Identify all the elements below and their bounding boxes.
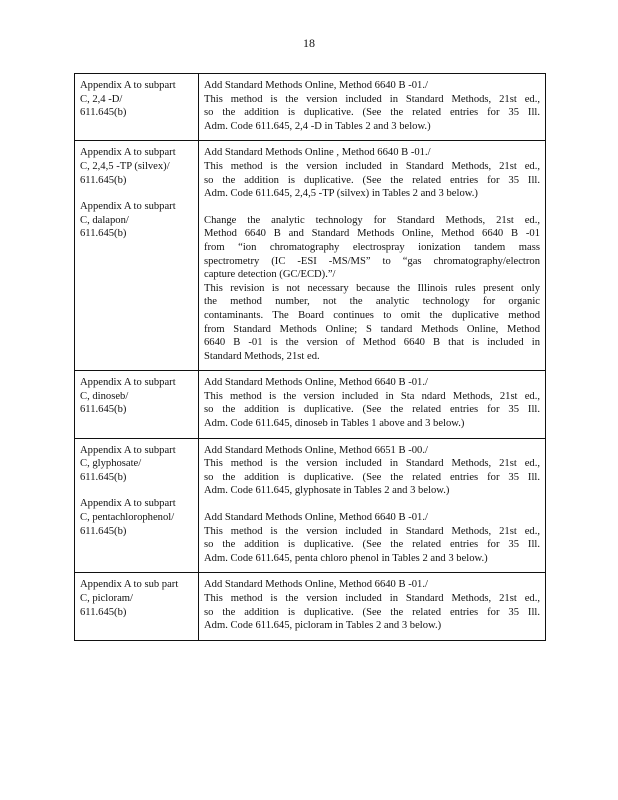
description-line: This method is the version included in Sta ndard Methods, 21st ed., [204,390,540,402]
description-line: so the addition is duplicative. (See the related entries for 35 Ill. [204,606,540,618]
description-cell [199,438,546,573]
description-line: This method is the version included in Standard Methods, 21st ed., [204,593,540,604]
citation-line: C, dalapon/ [80,214,129,226]
description-line: the method number, not the analytic technology for organic [204,296,540,308]
citation-line: 611.645(b) [80,174,127,186]
citation-cell [75,371,199,438]
citation-entry [80,578,193,619]
citation-line: C, dinoseb/ [80,390,129,402]
citation-line: 611.645(b) [80,228,127,240]
description-entry [204,578,540,632]
description-line: Add Standard Methods Online, Method 6640 B -01./ [204,377,428,389]
description-entry [204,214,540,364]
table-body [75,74,546,641]
description-entry [204,79,540,133]
description-line: from “ion chromatography electrospray ionization tandem mass [204,241,540,253]
description-entry [204,444,540,498]
description-line: Method 6640 B and Standard Methods Online, Method 6640 B -01 [204,228,540,240]
citation-line: Appendix A to subpart [80,147,176,159]
description-line: spectrometry (IC -ESI -MS/MS” to “gas chromatography/electron [204,255,540,267]
description-line: Adm. Code 611.645, penta chloro phenol in Tables 2 and 3 below.) [204,552,488,564]
table-row [75,573,546,640]
description-line: This method is the version included in Standard Methods, 21st ed., [204,458,540,470]
description-line: so the addition is duplicative. (See the related entries for 35 Ill. [204,471,540,483]
citation-line: C, picloram/ [80,593,133,604]
description-cell [199,141,546,371]
citation-cell [75,74,199,141]
description-line: Standard Methods, 21st ed. [204,350,320,362]
table-row [75,74,546,141]
citation-entry [80,376,193,417]
page-number: 18 [303,36,315,50]
description-line: Add Standard Methods Online, Method 6640 B -01./ [204,579,428,591]
description-line: This method is the version included in Standard Methods, 21st ed., [204,525,540,537]
citation-line: C, pentachlorophenol/ [80,512,175,524]
regulation-table [74,73,546,641]
citation-line: C, glyphosate/ [80,458,142,470]
citation-line: Appendix A to subpart [80,80,176,91]
citation-entry [80,200,193,241]
citation-line: C, 2,4 -D/ [80,93,123,105]
citation-line: 611.645(b) [80,107,127,119]
table-row [75,141,546,371]
description-line: This method is the version included in Standard Methods, 21st ed., [204,93,540,105]
citation-line: 611.645(b) [80,525,127,537]
citation-line: 611.645(b) [80,404,127,416]
description-line: Adm. Code 611.645, dinoseb in Tables 1 above and 3 below.) [204,418,465,430]
description-line: Adm. Code 611.645, 2,4 -D in Tables 2 and 3 below.) [204,120,431,132]
citation-entry [80,146,193,187]
citation-line: Appendix A to subpart [80,377,176,389]
table-row [75,371,546,438]
citation-line: Appendix A to subpart [80,201,176,213]
citation-cell [75,573,199,640]
citation-line: Appendix A to subpart [80,444,176,456]
description-line: Adm. Code 611.645, 2,4,5 -TP (silvex) in Tables 2 and 3 below.) [204,188,478,200]
citation-line: 611.645(b) [80,606,127,618]
description-line: Add Standard Methods Online, Method 6640 B -01./ [204,80,428,91]
citation-line: 611.645(b) [80,471,127,483]
citation-line: Appendix A to subpart [80,498,176,510]
description-cell [199,74,546,141]
description-line: so the addition is duplicative. (See the related entries for 35 Ill. [204,174,540,186]
citation-cell [75,141,199,371]
description-line: This revision is not necessary because the Illinois rules present only [204,282,540,294]
description-line: so the addition is duplicative. (See the related entries for 35 Ill. [204,107,540,119]
description-line: Adm. Code 611.645, picloram in Tables 2 and 3 below.) [204,620,442,632]
citation-cell [75,438,199,573]
description-line: capture detection (GC/ECD).”/ [204,269,336,281]
description-line: 6640 B -01 is the version of Method 6640 B that is included in [204,337,540,349]
description-entry [204,511,540,565]
description-line: Adm. Code 611.645, glyphosate in Tables 2 and 3 below.) [204,485,450,497]
citation-entry [80,497,193,538]
description-line: contaminants. The Board continues to omit the duplicative method [204,309,540,321]
description-entry [204,376,540,430]
description-cell [199,371,546,438]
description-line: Add Standard Methods Online, Method 6640 B -01./ [204,512,428,524]
citation-line: C, 2,4,5 -TP (silvex)/ [80,160,170,172]
description-line: from Standard Methods Online; S tandard Methods Online, Method [204,323,540,335]
description-line: so the addition is duplicative. (See the related entries for 35 Ill. [204,539,540,551]
description-line: Add Standard Methods Online , Method 6640 B -01./ [204,147,431,159]
description-line: so the addition is duplicative. (See the related entries for 35 Ill. [204,404,540,416]
description-line: This method is the version included in Standard Methods, 21st ed., [204,160,540,172]
description-line: Add Standard Methods Online, Method 6651 B -00./ [204,444,428,456]
description-cell [199,573,546,640]
citation-entry [80,79,193,120]
table-row [75,438,546,573]
description-line: Change the analytic technology for Standard Methods, 21st ed., [204,214,540,226]
description-entry [204,146,540,200]
citation-entry [80,444,193,485]
citation-line: Appendix A to sub part [80,579,179,591]
